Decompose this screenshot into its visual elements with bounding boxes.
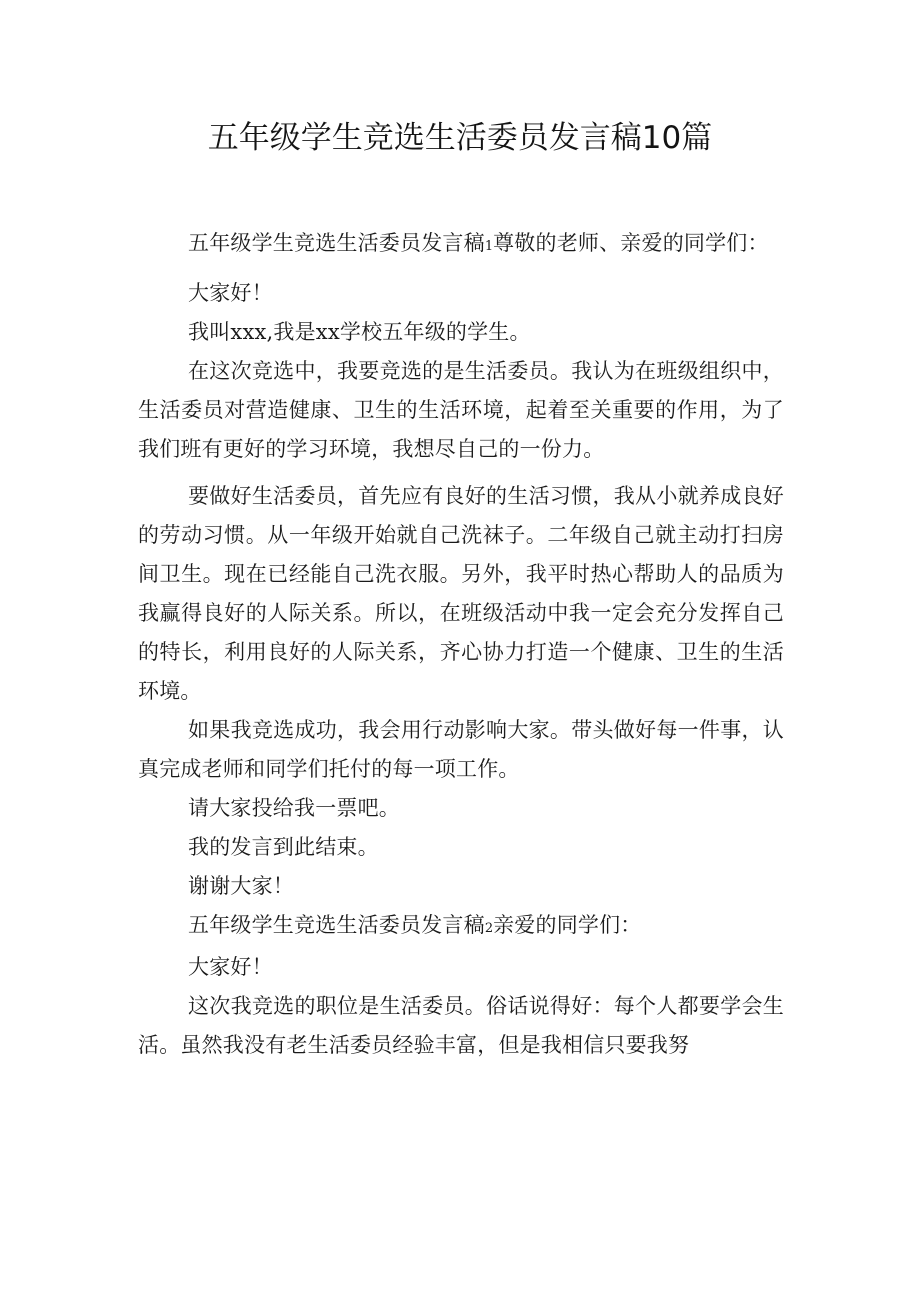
paragraph: 大家好！ bbox=[188, 955, 273, 979]
speech-number: 2 bbox=[484, 921, 494, 936]
paragraph: 我叫xxx,我是xx学校五年级的学生。 bbox=[188, 320, 531, 344]
paragraph: 谢谢大家！ bbox=[188, 874, 294, 898]
paragraph: 大家好！ bbox=[188, 281, 273, 305]
paragraph: 这次我竞选的职位是生活委员。俗话说得好：每个人都要学会生活。虽然我没有老生活委员经验丰富，但是我相信只要我努 bbox=[138, 994, 784, 1057]
speech-salutation: 尊敬的老师、亲爱的同学们： bbox=[493, 231, 769, 255]
paragraph: 请大家投给我一票吧。 bbox=[188, 796, 400, 820]
speech-salutation: 亲爱的同学们： bbox=[493, 913, 642, 937]
document-body bbox=[138, 216, 784, 1065]
document-title: 五年级学生竞选生活委员发言稿10篇 bbox=[207, 120, 713, 156]
speech-heading-text: 五年级学生竞选生活委员发言稿 bbox=[188, 913, 485, 937]
paragraph-speech-1-heading bbox=[138, 224, 784, 266]
paragraph: 如果我竞选成功，我会用行动影响大家。带头做好每一件事，认真完成老师和同学们托付的每一项工作。 bbox=[138, 718, 784, 781]
speech-heading-text: 五年级学生竞选生活委员发言稿 bbox=[188, 231, 485, 255]
speech-number: 1 bbox=[484, 239, 494, 254]
paragraph: 要做好生活委员，首先应有良好的生活习惯，我从小就养成良好的劳动习惯。从一年级开始就自己洗袜子。二年级自己就主动打扫房间卫生。现在已经能自己洗衣服。另外，我平时热心帮助人的品质为我赢得良好的人际关系。所以，在班级活动中我一定会充分发挥自己的特长，利用良好的人际关系，齐心协力打造一个健康、卫生的生活环境。 bbox=[138, 484, 784, 703]
paragraph: 在这次竞选中，我要竞选的是生活委员。我认为在班级组织中，生活委员对营造健康、卫生的生活环境，起着至关重要的作用，为了我们班有更好的学习环境，我想尽自己的一份力。 bbox=[138, 359, 784, 461]
paragraph-speech-2-heading bbox=[138, 906, 784, 948]
paragraph: 我的发言到此结束。 bbox=[188, 835, 379, 859]
